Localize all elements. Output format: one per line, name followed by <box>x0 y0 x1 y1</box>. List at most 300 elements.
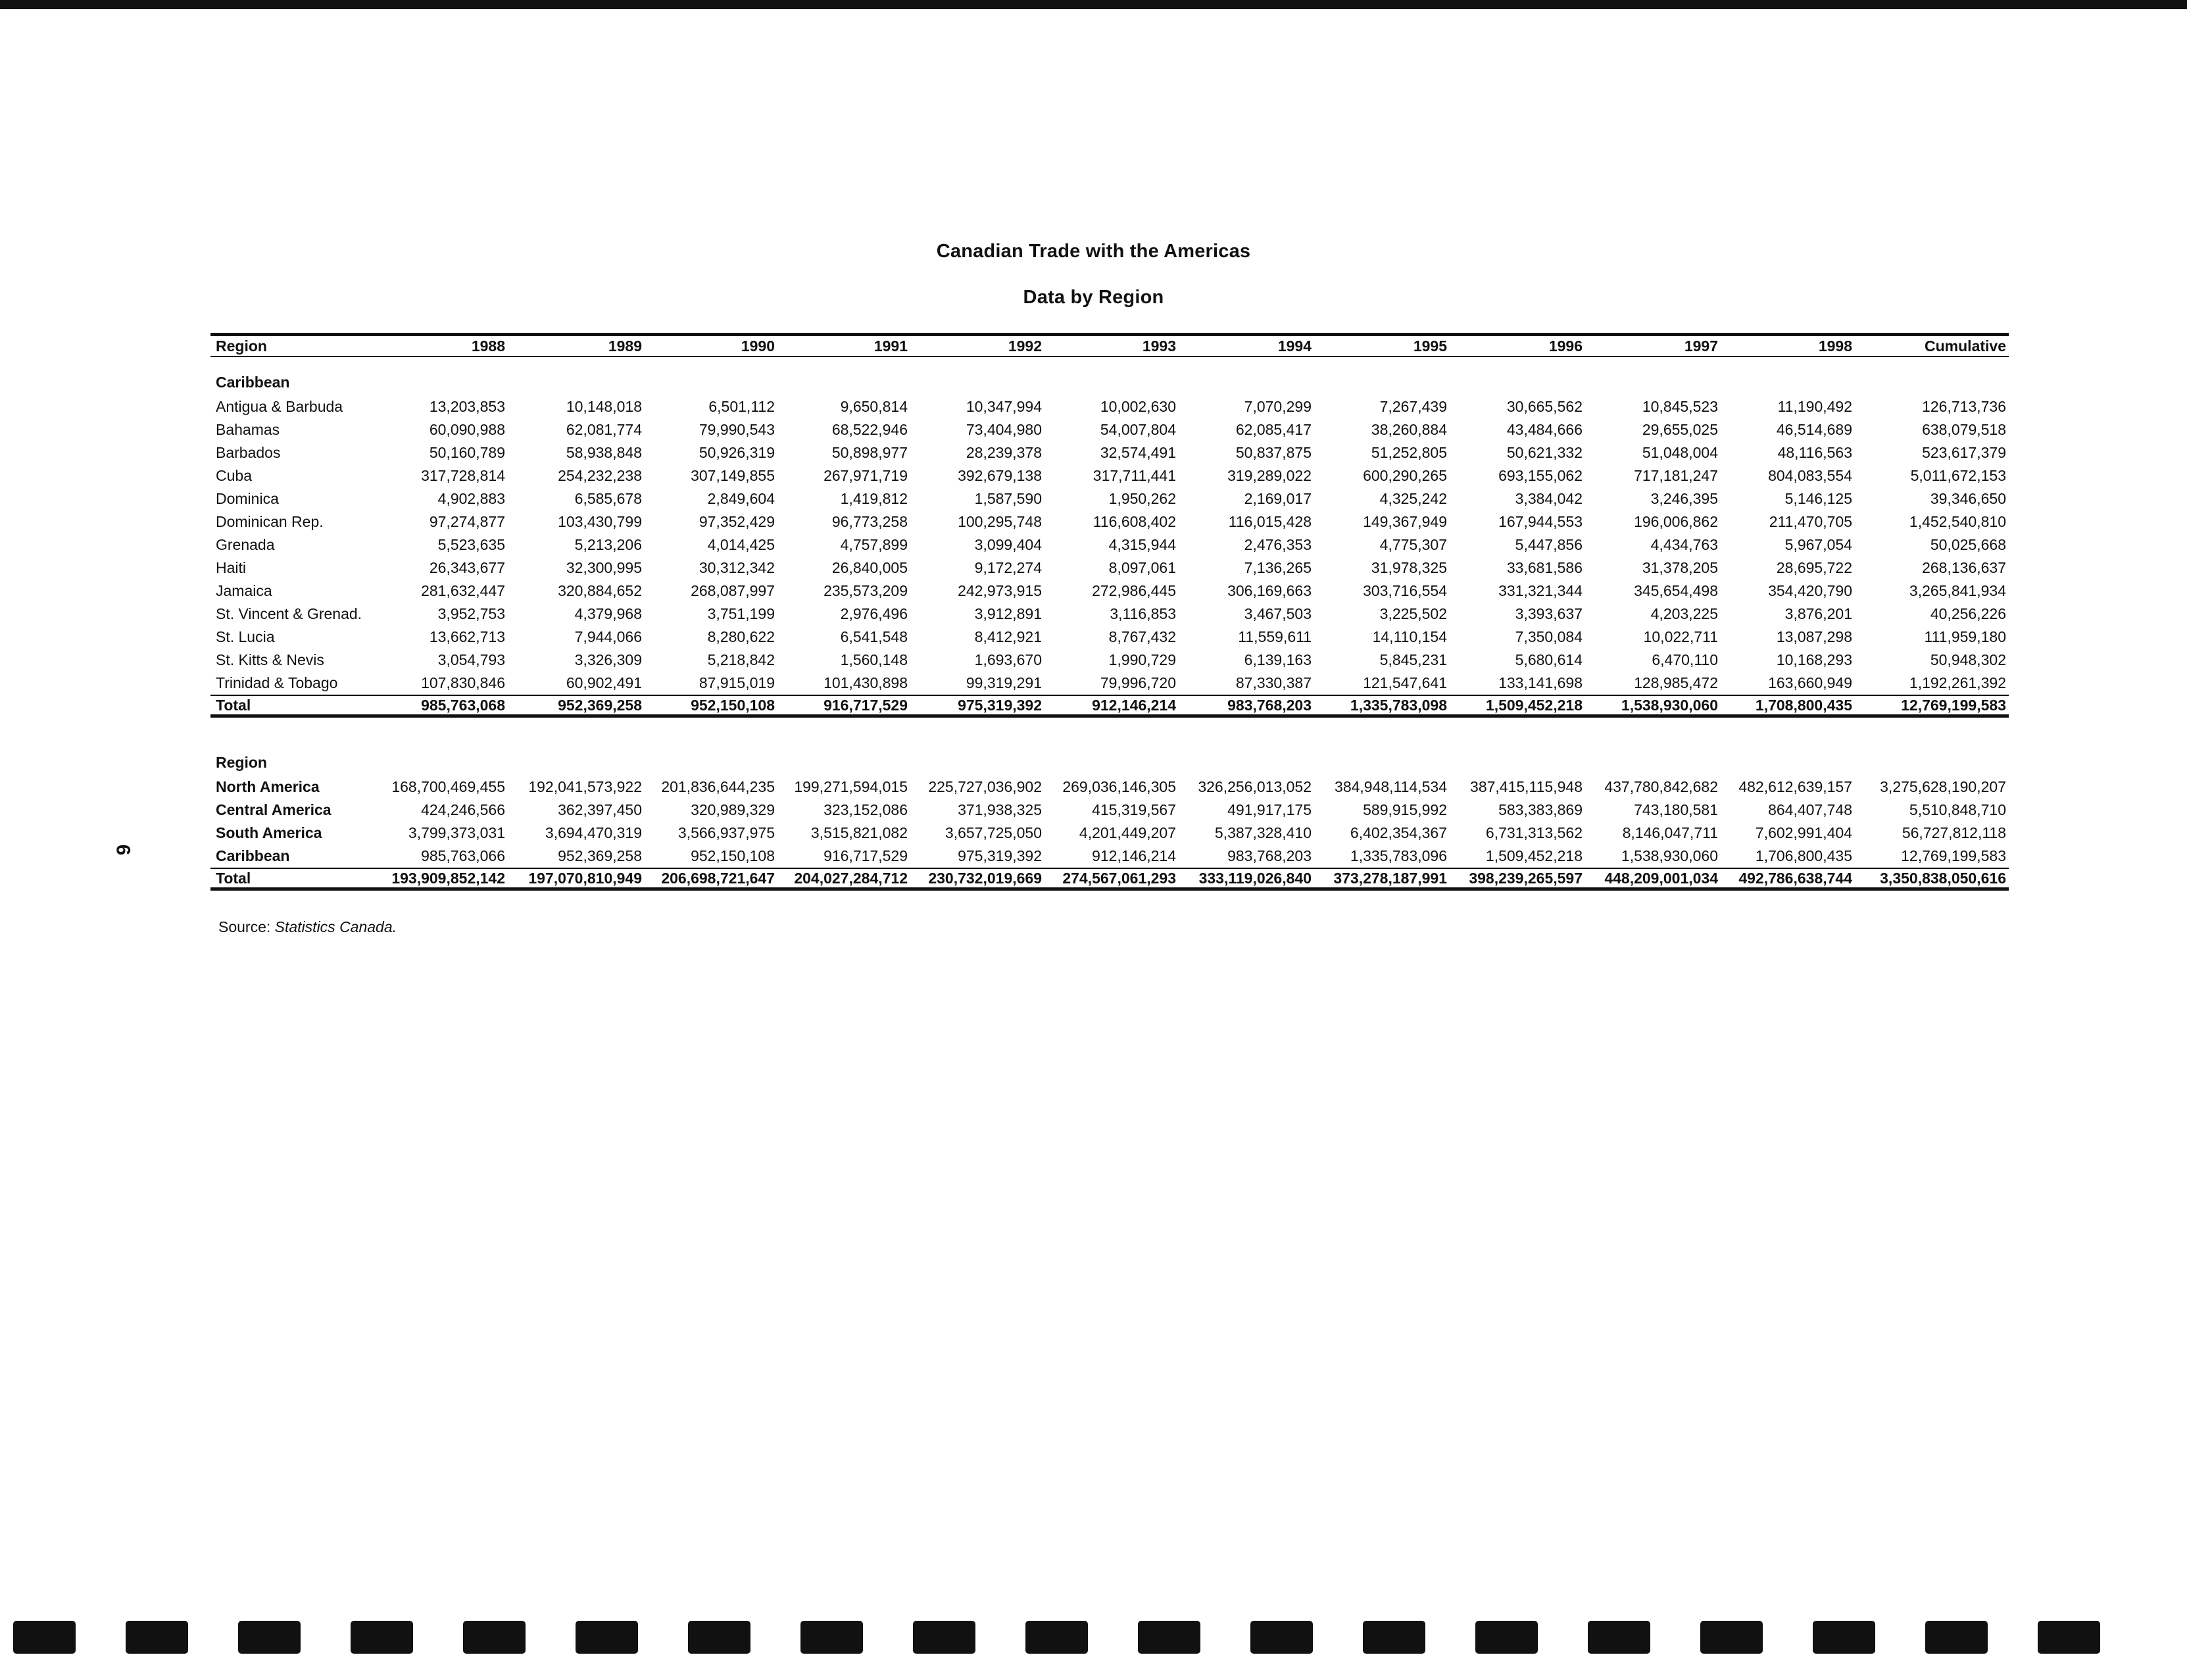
value-cell: 50,621,332 <box>1506 444 1583 461</box>
value-cell: 4,325,242 <box>1379 490 1447 507</box>
value-cell: 4,379,968 <box>574 605 642 622</box>
value-cell: 51,048,004 <box>1642 444 1718 461</box>
value-cell: 975,319,392 <box>910 695 1044 716</box>
value-cell: 1,335,783,098 <box>1314 695 1450 716</box>
year-column-header: 1992 <box>910 335 1044 357</box>
value-cell: 5,146,125 <box>1784 490 1852 507</box>
value-cell: 8,146,047,711 <box>1622 824 1718 841</box>
value-cell: 6,541,548 <box>840 628 908 645</box>
cumulative-cell: 126,713,736 <box>1922 398 2006 415</box>
scan-edge-block <box>1363 1621 1425 1654</box>
scan-edge-block <box>913 1621 975 1654</box>
value-cell: 11,190,492 <box>1777 398 1852 415</box>
value-cell: 31,378,205 <box>1642 559 1718 576</box>
value-cell: 13,662,713 <box>429 628 505 645</box>
row-label: Dominica <box>216 490 279 507</box>
value-cell: 199,271,594,015 <box>794 778 908 795</box>
value-cell: 51,252,805 <box>1371 444 1447 461</box>
year-column-header: 1994 <box>1179 335 1314 357</box>
value-cell: 804,083,554 <box>1768 467 1852 484</box>
year-column-header: 1989 <box>508 335 645 357</box>
scan-edge-block <box>1138 1621 1200 1654</box>
value-cell: 5,967,054 <box>1784 536 1852 553</box>
value-cell: 96,773,258 <box>831 513 908 530</box>
value-cell: 864,407,748 <box>1768 801 1852 818</box>
scan-edge-block <box>1025 1621 1088 1654</box>
scan-edge-block <box>800 1621 863 1654</box>
caribbean-country-row <box>210 487 2009 510</box>
value-cell: 1,509,452,218 <box>1450 695 1585 716</box>
scan-edge-block <box>1588 1621 1650 1654</box>
scan-edge-block <box>463 1621 526 1654</box>
value-cell: 1,706,800,435 <box>1755 847 1852 864</box>
top-scan-border <box>0 0 2187 9</box>
page-number: 6 <box>112 844 134 856</box>
value-cell: 8,412,921 <box>974 628 1042 645</box>
region-row <box>210 822 2009 845</box>
value-cell: 8,280,622 <box>707 628 775 645</box>
value-cell: 38,260,884 <box>1371 421 1447 438</box>
value-cell: 268,087,997 <box>691 582 775 599</box>
cumulative-cell: 1,192,261,392 <box>1909 674 2006 691</box>
value-cell: 97,352,429 <box>699 513 775 530</box>
scan-edge-block <box>1700 1621 1763 1654</box>
value-cell: 33,681,586 <box>1506 559 1583 576</box>
value-cell: 1,950,262 <box>1108 490 1176 507</box>
value-cell: 1,560,148 <box>840 651 908 668</box>
value-cell: 254,232,238 <box>558 467 642 484</box>
row-label: Grenada <box>216 536 275 553</box>
value-cell: 303,716,554 <box>1363 582 1447 599</box>
bottom-scan-edge <box>0 1613 2187 1672</box>
value-cell: 13,203,853 <box>429 398 505 415</box>
value-cell: 100,295,748 <box>958 513 1042 530</box>
section-heading: Caribbean <box>216 373 290 391</box>
value-cell: 32,300,995 <box>566 559 642 576</box>
value-cell: 3,876,201 <box>1784 605 1852 622</box>
scan-edge-block <box>238 1621 301 1654</box>
value-cell: 97,274,877 <box>429 513 505 530</box>
value-cell: 79,990,543 <box>699 421 775 438</box>
spacer-cell <box>210 716 2009 738</box>
value-cell: 3,099,404 <box>974 536 1042 553</box>
value-cell: 87,915,019 <box>699 674 775 691</box>
value-cell: 743,180,581 <box>1634 801 1718 818</box>
value-cell: 133,141,698 <box>1498 674 1583 691</box>
value-cell: 952,369,258 <box>508 695 645 716</box>
value-cell: 31,978,325 <box>1371 559 1447 576</box>
caribbean-country-row <box>210 672 2009 695</box>
total-row <box>210 868 2009 889</box>
value-cell: 448,209,001,034 <box>1585 868 1721 889</box>
value-cell: 201,836,644,235 <box>661 778 775 795</box>
value-cell: 600,290,265 <box>1363 467 1447 484</box>
value-cell: 5,845,231 <box>1379 651 1447 668</box>
caribbean-country-row <box>210 580 2009 603</box>
value-cell: 3,657,725,050 <box>945 824 1042 841</box>
value-cell: 267,971,719 <box>823 467 908 484</box>
value-cell: 50,160,789 <box>429 444 505 461</box>
year-column-header: 1997 <box>1585 335 1721 357</box>
value-cell: 307,149,855 <box>691 467 775 484</box>
value-cell: 7,070,299 <box>1244 398 1312 415</box>
value-cell: 60,902,491 <box>566 674 642 691</box>
year-column-header: 1996 <box>1450 335 1585 357</box>
scan-edge-block <box>351 1621 413 1654</box>
year-column-header: 1998 <box>1721 335 1855 357</box>
value-cell: 149,367,949 <box>1363 513 1447 530</box>
value-cell: 345,654,498 <box>1634 582 1718 599</box>
value-cell: 983,768,203 <box>1227 847 1312 864</box>
scan-edge-block <box>1925 1621 1988 1654</box>
value-cell: 272,986,445 <box>1092 582 1176 599</box>
value-cell: 985,763,068 <box>375 695 508 716</box>
section-heading-row <box>210 357 2009 395</box>
value-cell: 30,665,562 <box>1506 398 1583 415</box>
cumulative-cell: 3,275,628,190,207 <box>1880 778 2006 795</box>
value-cell: 1,990,729 <box>1108 651 1176 668</box>
value-cell: 60,090,988 <box>429 421 505 438</box>
value-cell: 333,119,026,840 <box>1179 868 1314 889</box>
row-label: South America <box>216 824 322 841</box>
region-row <box>210 799 2009 822</box>
scan-edge-block <box>1250 1621 1313 1654</box>
value-cell: 107,830,846 <box>421 674 505 691</box>
source-label: Source: <box>218 918 271 935</box>
total-row <box>210 695 2009 716</box>
year-column-header: 1990 <box>645 335 777 357</box>
value-cell: 5,447,856 <box>1515 536 1583 553</box>
value-cell: 3,566,937,975 <box>677 824 775 841</box>
value-cell: 116,608,402 <box>1093 513 1176 530</box>
value-cell: 4,014,425 <box>707 536 775 553</box>
value-cell: 50,898,977 <box>831 444 908 461</box>
row-label: St. Lucia <box>216 628 275 645</box>
region-row <box>210 776 2009 799</box>
value-cell: 13,087,298 <box>1776 628 1852 645</box>
value-cell: 10,148,018 <box>566 398 642 415</box>
value-cell: 3,694,470,319 <box>545 824 642 841</box>
value-cell: 491,917,175 <box>1227 801 1312 818</box>
cumulative-cell: 523,617,379 <box>1922 444 2006 461</box>
row-label: Bahamas <box>216 421 280 438</box>
value-cell: 6,470,110 <box>1652 651 1718 668</box>
value-cell: 319,289,022 <box>1227 467 1312 484</box>
value-cell: 193,909,852,142 <box>375 868 508 889</box>
caribbean-country-row <box>210 556 2009 580</box>
value-cell: 3,393,637 <box>1515 605 1583 622</box>
value-cell: 6,585,678 <box>574 490 642 507</box>
value-cell: 269,036,146,305 <box>1062 778 1176 795</box>
scan-edge-block <box>2038 1621 2100 1654</box>
scan-edge-block <box>126 1621 188 1654</box>
caribbean-country-row <box>210 510 2009 533</box>
value-cell: 326,256,013,052 <box>1198 778 1312 795</box>
row-label: Barbados <box>216 444 281 461</box>
document-title: Canadian Trade with the Americas <box>936 241 1251 262</box>
value-cell: 230,732,019,669 <box>910 868 1044 889</box>
source-note <box>218 918 397 936</box>
value-cell: 3,952,753 <box>437 605 505 622</box>
value-cell: 9,172,274 <box>974 559 1042 576</box>
value-cell: 50,837,875 <box>1235 444 1312 461</box>
value-cell: 952,150,108 <box>691 847 775 864</box>
cumulative-cell: 268,136,637 <box>1922 559 2006 576</box>
value-cell: 6,139,163 <box>1244 651 1312 668</box>
caribbean-country-row <box>210 464 2009 487</box>
value-cell: 3,246,395 <box>1650 490 1718 507</box>
value-cell: 2,476,353 <box>1244 536 1312 553</box>
value-cell: 415,319,567 <box>1092 801 1176 818</box>
value-cell: 1,538,930,060 <box>1621 847 1718 864</box>
value-cell: 54,007,804 <box>1100 421 1176 438</box>
value-cell: 196,006,862 <box>1634 513 1718 530</box>
value-cell: 1,708,800,435 <box>1721 695 1855 716</box>
value-cell: 48,116,563 <box>1777 444 1852 461</box>
value-cell: 306,169,663 <box>1227 582 1312 599</box>
value-cell: 3,116,853 <box>1110 605 1176 622</box>
value-cell: 225,727,036,902 <box>928 778 1042 795</box>
value-cell: 912,146,214 <box>1044 695 1179 716</box>
section-heading-row <box>210 737 2009 776</box>
value-cell: 32,574,491 <box>1100 444 1176 461</box>
value-cell: 387,415,115,948 <box>1470 778 1583 795</box>
scan-edge-block <box>688 1621 750 1654</box>
cumulative-cell: 56,727,812,118 <box>1902 824 2006 841</box>
value-cell: 11,559,611 <box>1238 628 1312 645</box>
value-cell: 2,169,017 <box>1244 490 1312 507</box>
row-label: St. Vincent & Grenad. <box>216 605 362 622</box>
value-cell: 492,786,638,744 <box>1721 868 1855 889</box>
year-column-header: 1988 <box>375 335 508 357</box>
value-cell: 3,384,042 <box>1515 490 1583 507</box>
value-cell: 206,698,721,647 <box>645 868 777 889</box>
value-cell: 281,632,447 <box>421 582 505 599</box>
value-cell: 128,985,472 <box>1634 674 1718 691</box>
cumulative-cell: 39,346,650 <box>1930 490 2006 507</box>
value-cell: 62,081,774 <box>566 421 642 438</box>
value-cell: 912,146,214 <box>1092 847 1176 864</box>
value-cell: 4,757,899 <box>840 536 908 553</box>
row-label: Cuba <box>216 467 252 484</box>
value-cell: 693,155,062 <box>1498 467 1583 484</box>
value-cell: 235,573,209 <box>823 582 908 599</box>
cumulative-cell: 3,265,841,934 <box>1909 582 2006 599</box>
value-cell: 26,343,677 <box>429 559 505 576</box>
value-cell: 975,319,392 <box>958 847 1042 864</box>
value-cell: 99,319,291 <box>966 674 1042 691</box>
value-cell: 3,225,502 <box>1379 605 1447 622</box>
value-cell: 79,996,720 <box>1100 674 1176 691</box>
value-cell: 10,022,711 <box>1643 628 1718 645</box>
value-cell: 4,434,763 <box>1650 536 1718 553</box>
caribbean-country-row <box>210 418 2009 441</box>
value-cell: 952,369,258 <box>558 847 642 864</box>
value-cell: 4,201,449,207 <box>1079 824 1176 841</box>
value-cell: 116,015,428 <box>1228 513 1312 530</box>
value-cell: 10,347,994 <box>966 398 1042 415</box>
value-cell: 1,335,783,096 <box>1350 847 1447 864</box>
value-cell: 43,484,666 <box>1506 421 1583 438</box>
value-cell: 58,938,848 <box>566 444 642 461</box>
row-label: North America <box>216 778 320 795</box>
value-cell: 28,239,378 <box>966 444 1042 461</box>
value-cell: 398,239,265,597 <box>1450 868 1585 889</box>
value-cell: 163,660,949 <box>1768 674 1852 691</box>
value-cell: 197,070,810,949 <box>508 868 645 889</box>
value-cell: 437,780,842,682 <box>1604 778 1718 795</box>
value-cell: 384,948,114,534 <box>1335 778 1447 795</box>
row-label: Trinidad & Tobago <box>216 674 338 691</box>
value-cell: 30,312,342 <box>699 559 775 576</box>
row-label: Central America <box>216 801 332 818</box>
value-cell: 320,884,652 <box>558 582 642 599</box>
value-cell: 5,213,206 <box>574 536 642 553</box>
cumulative-cell: 3,350,838,050,616 <box>1855 868 2009 889</box>
value-cell: 62,085,417 <box>1235 421 1312 438</box>
document-subtitle: Data by Region <box>1023 287 1164 308</box>
value-cell: 4,775,307 <box>1379 536 1447 553</box>
cumulative-cell: 50,025,668 <box>1930 536 2006 553</box>
value-cell: 320,989,329 <box>691 801 775 818</box>
value-cell: 916,717,529 <box>777 695 910 716</box>
value-cell: 916,717,529 <box>823 847 908 864</box>
value-cell: 354,420,790 <box>1768 582 1852 599</box>
value-cell: 589,915,992 <box>1363 801 1447 818</box>
value-cell: 7,602,991,404 <box>1755 824 1852 841</box>
region-row <box>210 845 2009 868</box>
value-cell: 192,041,573,922 <box>528 778 642 795</box>
value-cell: 26,840,005 <box>831 559 908 576</box>
value-cell: 8,097,061 <box>1108 559 1176 576</box>
value-cell: 392,679,138 <box>958 467 1042 484</box>
value-cell: 87,330,387 <box>1235 674 1312 691</box>
value-cell: 211,470,705 <box>1769 513 1852 530</box>
table-header-row <box>210 335 2009 357</box>
value-cell: 362,397,450 <box>558 801 642 818</box>
value-cell: 317,711,441 <box>1093 467 1176 484</box>
value-cell: 73,404,980 <box>966 421 1042 438</box>
value-cell: 28,695,722 <box>1776 559 1852 576</box>
value-cell: 323,152,086 <box>823 801 908 818</box>
value-cell: 9,650,814 <box>840 398 908 415</box>
year-column-header: 1991 <box>777 335 910 357</box>
cumulative-cell: 5,510,848,710 <box>1909 801 2006 818</box>
value-cell: 242,973,915 <box>958 582 1042 599</box>
value-cell: 7,136,265 <box>1244 559 1312 576</box>
value-cell: 204,027,284,712 <box>777 868 910 889</box>
scan-edge-block <box>1813 1621 1875 1654</box>
value-cell: 3,912,891 <box>974 605 1042 622</box>
value-cell: 6,501,112 <box>708 398 775 415</box>
value-cell: 331,321,344 <box>1498 582 1583 599</box>
cumulative-column-header: Cumulative <box>1855 335 2009 357</box>
value-cell: 717,181,247 <box>1634 467 1718 484</box>
value-cell: 3,054,793 <box>437 651 505 668</box>
cumulative-cell: 5,011,672,153 <box>1910 467 2006 484</box>
value-cell: 983,768,203 <box>1179 695 1314 716</box>
scan-edge-block <box>13 1621 76 1654</box>
trade-table <box>210 333 2009 891</box>
value-cell: 5,387,328,410 <box>1214 824 1312 841</box>
year-column-header: 1993 <box>1044 335 1179 357</box>
value-cell: 985,763,066 <box>421 847 505 864</box>
value-cell: 952,150,108 <box>645 695 777 716</box>
year-column-header: 1995 <box>1314 335 1450 357</box>
value-cell: 3,515,821,082 <box>810 824 908 841</box>
value-cell: 3,751,199 <box>707 605 775 622</box>
caribbean-country-row <box>210 603 2009 626</box>
value-cell: 103,430,799 <box>558 513 642 530</box>
value-cell: 2,849,604 <box>707 490 775 507</box>
row-label: Jamaica <box>216 582 272 599</box>
value-cell: 6,731,313,562 <box>1485 824 1583 841</box>
value-cell: 2,976,496 <box>840 605 908 622</box>
value-cell: 5,680,614 <box>1515 651 1583 668</box>
value-cell: 10,168,293 <box>1776 651 1852 668</box>
section-heading: Region <box>216 753 267 771</box>
value-cell: 7,267,439 <box>1379 398 1447 415</box>
value-cell: 5,523,635 <box>437 536 505 553</box>
row-label: St. Kitts & Nevis <box>216 651 324 668</box>
caribbean-country-row <box>210 626 2009 649</box>
value-cell: 46,514,689 <box>1776 421 1852 438</box>
value-cell: 14,110,154 <box>1372 628 1447 645</box>
value-cell: 482,612,639,157 <box>1738 778 1852 795</box>
value-cell: 10,002,630 <box>1100 398 1176 415</box>
row-label: Dominican Rep. <box>216 513 324 530</box>
value-cell: 5,218,842 <box>707 651 775 668</box>
cumulative-cell: 50,948,302 <box>1930 651 2006 668</box>
section-spacer <box>210 716 2009 738</box>
cumulative-cell: 1,452,540,810 <box>1909 513 2006 530</box>
value-cell: 50,926,319 <box>699 444 775 461</box>
value-cell: 1,693,670 <box>974 651 1042 668</box>
cumulative-cell: 12,769,199,583 <box>1901 847 2006 864</box>
cumulative-cell: 12,769,199,583 <box>1855 695 2009 716</box>
value-cell: 3,799,373,031 <box>408 824 505 841</box>
value-cell: 1,509,452,218 <box>1485 847 1583 864</box>
row-label: Total <box>210 868 375 889</box>
scan-edge-block <box>576 1621 638 1654</box>
row-label: Total <box>210 695 375 716</box>
caribbean-country-row <box>210 395 2009 418</box>
caribbean-country-row <box>210 649 2009 672</box>
value-cell: 168,700,469,455 <box>391 778 505 795</box>
value-cell: 68,522,946 <box>831 421 908 438</box>
cumulative-cell: 638,079,518 <box>1922 421 2006 438</box>
row-label: Antigua & Barbuda <box>216 398 343 415</box>
source-text: Statistics Canada. <box>274 918 397 935</box>
value-cell: 4,315,944 <box>1108 536 1176 553</box>
value-cell: 3,326,309 <box>574 651 642 668</box>
region-column-header: Region <box>210 335 375 357</box>
value-cell: 371,938,325 <box>958 801 1042 818</box>
row-label: Caribbean <box>216 847 290 864</box>
value-cell: 101,430,898 <box>823 674 908 691</box>
value-cell: 4,203,225 <box>1650 605 1718 622</box>
cumulative-cell: 111,959,180 <box>1924 628 2006 645</box>
value-cell: 8,767,432 <box>1108 628 1176 645</box>
value-cell: 10,845,523 <box>1642 398 1718 415</box>
value-cell: 29,655,025 <box>1642 421 1718 438</box>
value-cell: 424,246,566 <box>421 801 505 818</box>
cumulative-cell: 40,256,226 <box>1930 605 2006 622</box>
value-cell: 7,944,066 <box>574 628 642 645</box>
value-cell: 7,350,084 <box>1515 628 1583 645</box>
caribbean-country-row <box>210 533 2009 556</box>
value-cell: 167,944,553 <box>1498 513 1583 530</box>
